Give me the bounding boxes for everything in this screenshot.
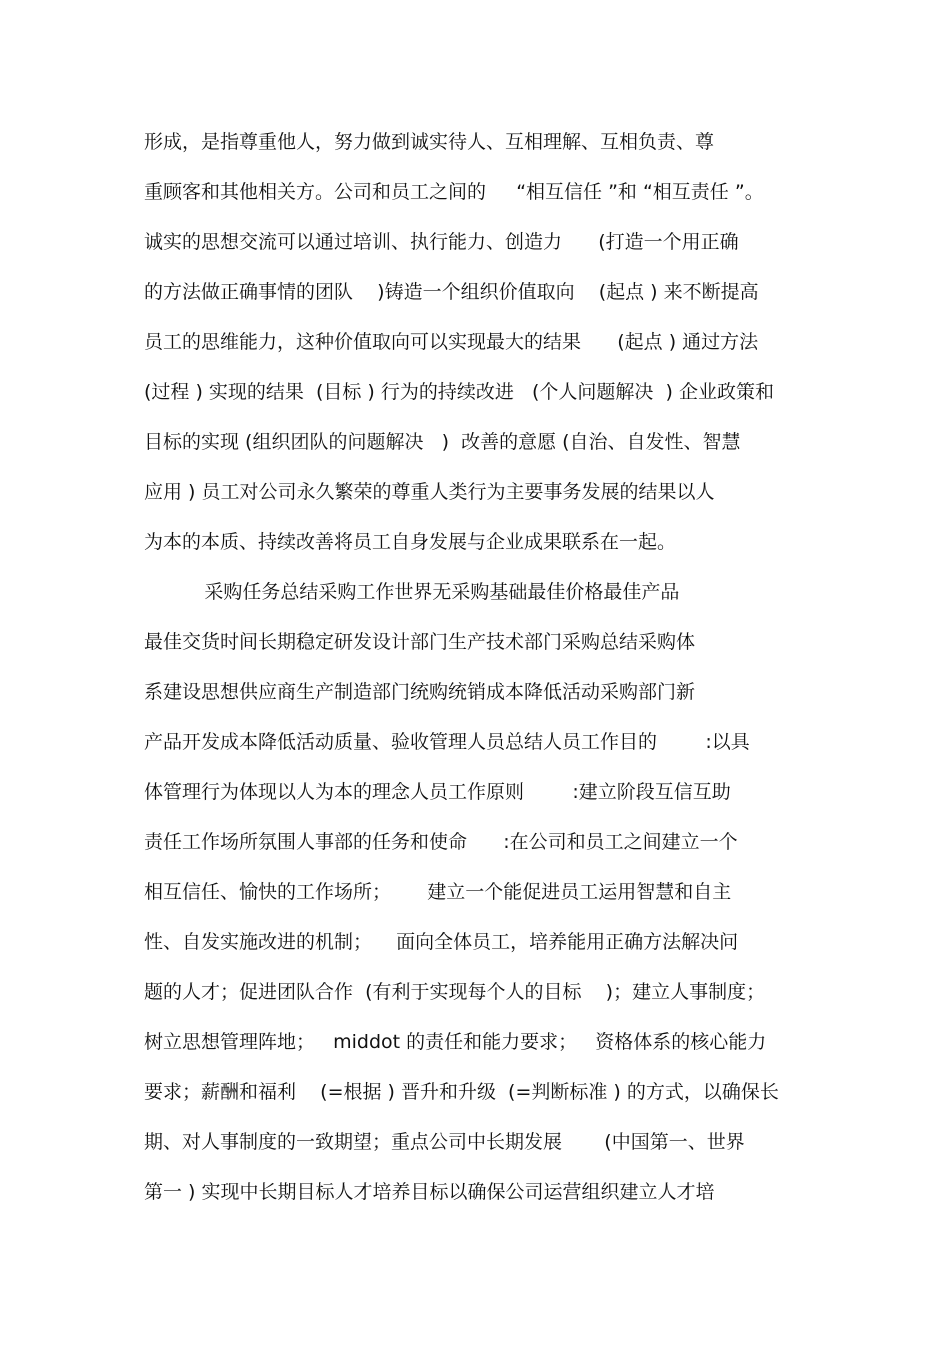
text-line: 重顾客和其他相关方。公司和员工之间的 “相互信任 ”和 “相互责任 ”。 <box>144 181 764 203</box>
text-line: 采购任务总结采购工作世界无采购基础最佳价格最佳产品 <box>144 581 680 603</box>
text-line: (过程 ) 实现的结果 (目标 ) 行为的持续改进 (个人问题解决 ) 企业政策和 <box>144 381 774 403</box>
text-line: 员工的思维能力，这种价值取向可以实现最大的结果 (起点 ) 通过方法 <box>144 331 759 353</box>
text-line: 题的人才；促进团队合作 (有利于实现每个人的目标 )；建立人事制度； <box>144 981 766 1003</box>
text-line: 应用 ) 员工对公司永久繁荣的尊重人类行为主要事务发展的结果以人 <box>144 481 715 503</box>
text-line: 形成，是指尊重他人，努力做到诚实待人、互相理解、互相负责、尊 <box>144 131 715 153</box>
text-line: 责任工作场所氛围人事部的任务和使命 :在公司和员工之间建立一个 <box>144 831 738 853</box>
text-line: 树立思想管理阵地； middot 的责任和能力要求； 资格体系的核心能力 <box>144 1031 767 1053</box>
text-line: 要求；薪酬和福利 (=根据 ) 晋升和升级 (=判断标准 ) 的方式，以确保长 <box>144 1081 779 1103</box>
text-line: 体管理行为体现以人为本的理念人员工作原则 :建立阶段互信互助 <box>144 781 731 803</box>
text-line: 为本的本质、持续改善将员工自身发展与企业成果联系在一起。 <box>144 531 677 553</box>
text-line: 相互信任、愉快的工作场所； 建立一个能促进员工运用智慧和自主 <box>144 881 732 903</box>
text-line: 的方法做正确事情的团队 )铸造一个组织价值取向 (起点 ) 来不断提高 <box>144 281 759 303</box>
text-line: 性、自发实施改进的机制； 面向全体员工，培养能用正确方法解决问 <box>144 931 739 953</box>
text-line: 系建设思想供应商生产制造部门统购统销成本降低活动采购部门新 <box>144 681 696 703</box>
text-line: 目标的实现 (组织团队的问题解决 ) 改善的意愿 (自治、自发性、智慧 <box>144 431 741 453</box>
text-line: 第一 ) 实现中长期目标人才培养目标以确保公司运营组织建立人才培 <box>144 1181 715 1203</box>
text-line: 诚实的思想交流可以通过培训、执行能力、创造力 (打造一个用正确 <box>144 231 739 253</box>
text-line: 产品开发成本降低活动质量、验收管理人员总结人员工作目的 :以具 <box>144 731 750 753</box>
text-line: 最佳交货时间长期稳定研发设计部门生产技术部门采购总结采购体 <box>144 631 696 653</box>
text-line: 期、对人事制度的一致期望；重点公司中长期发展 (中国第一、世界 <box>144 1131 745 1153</box>
